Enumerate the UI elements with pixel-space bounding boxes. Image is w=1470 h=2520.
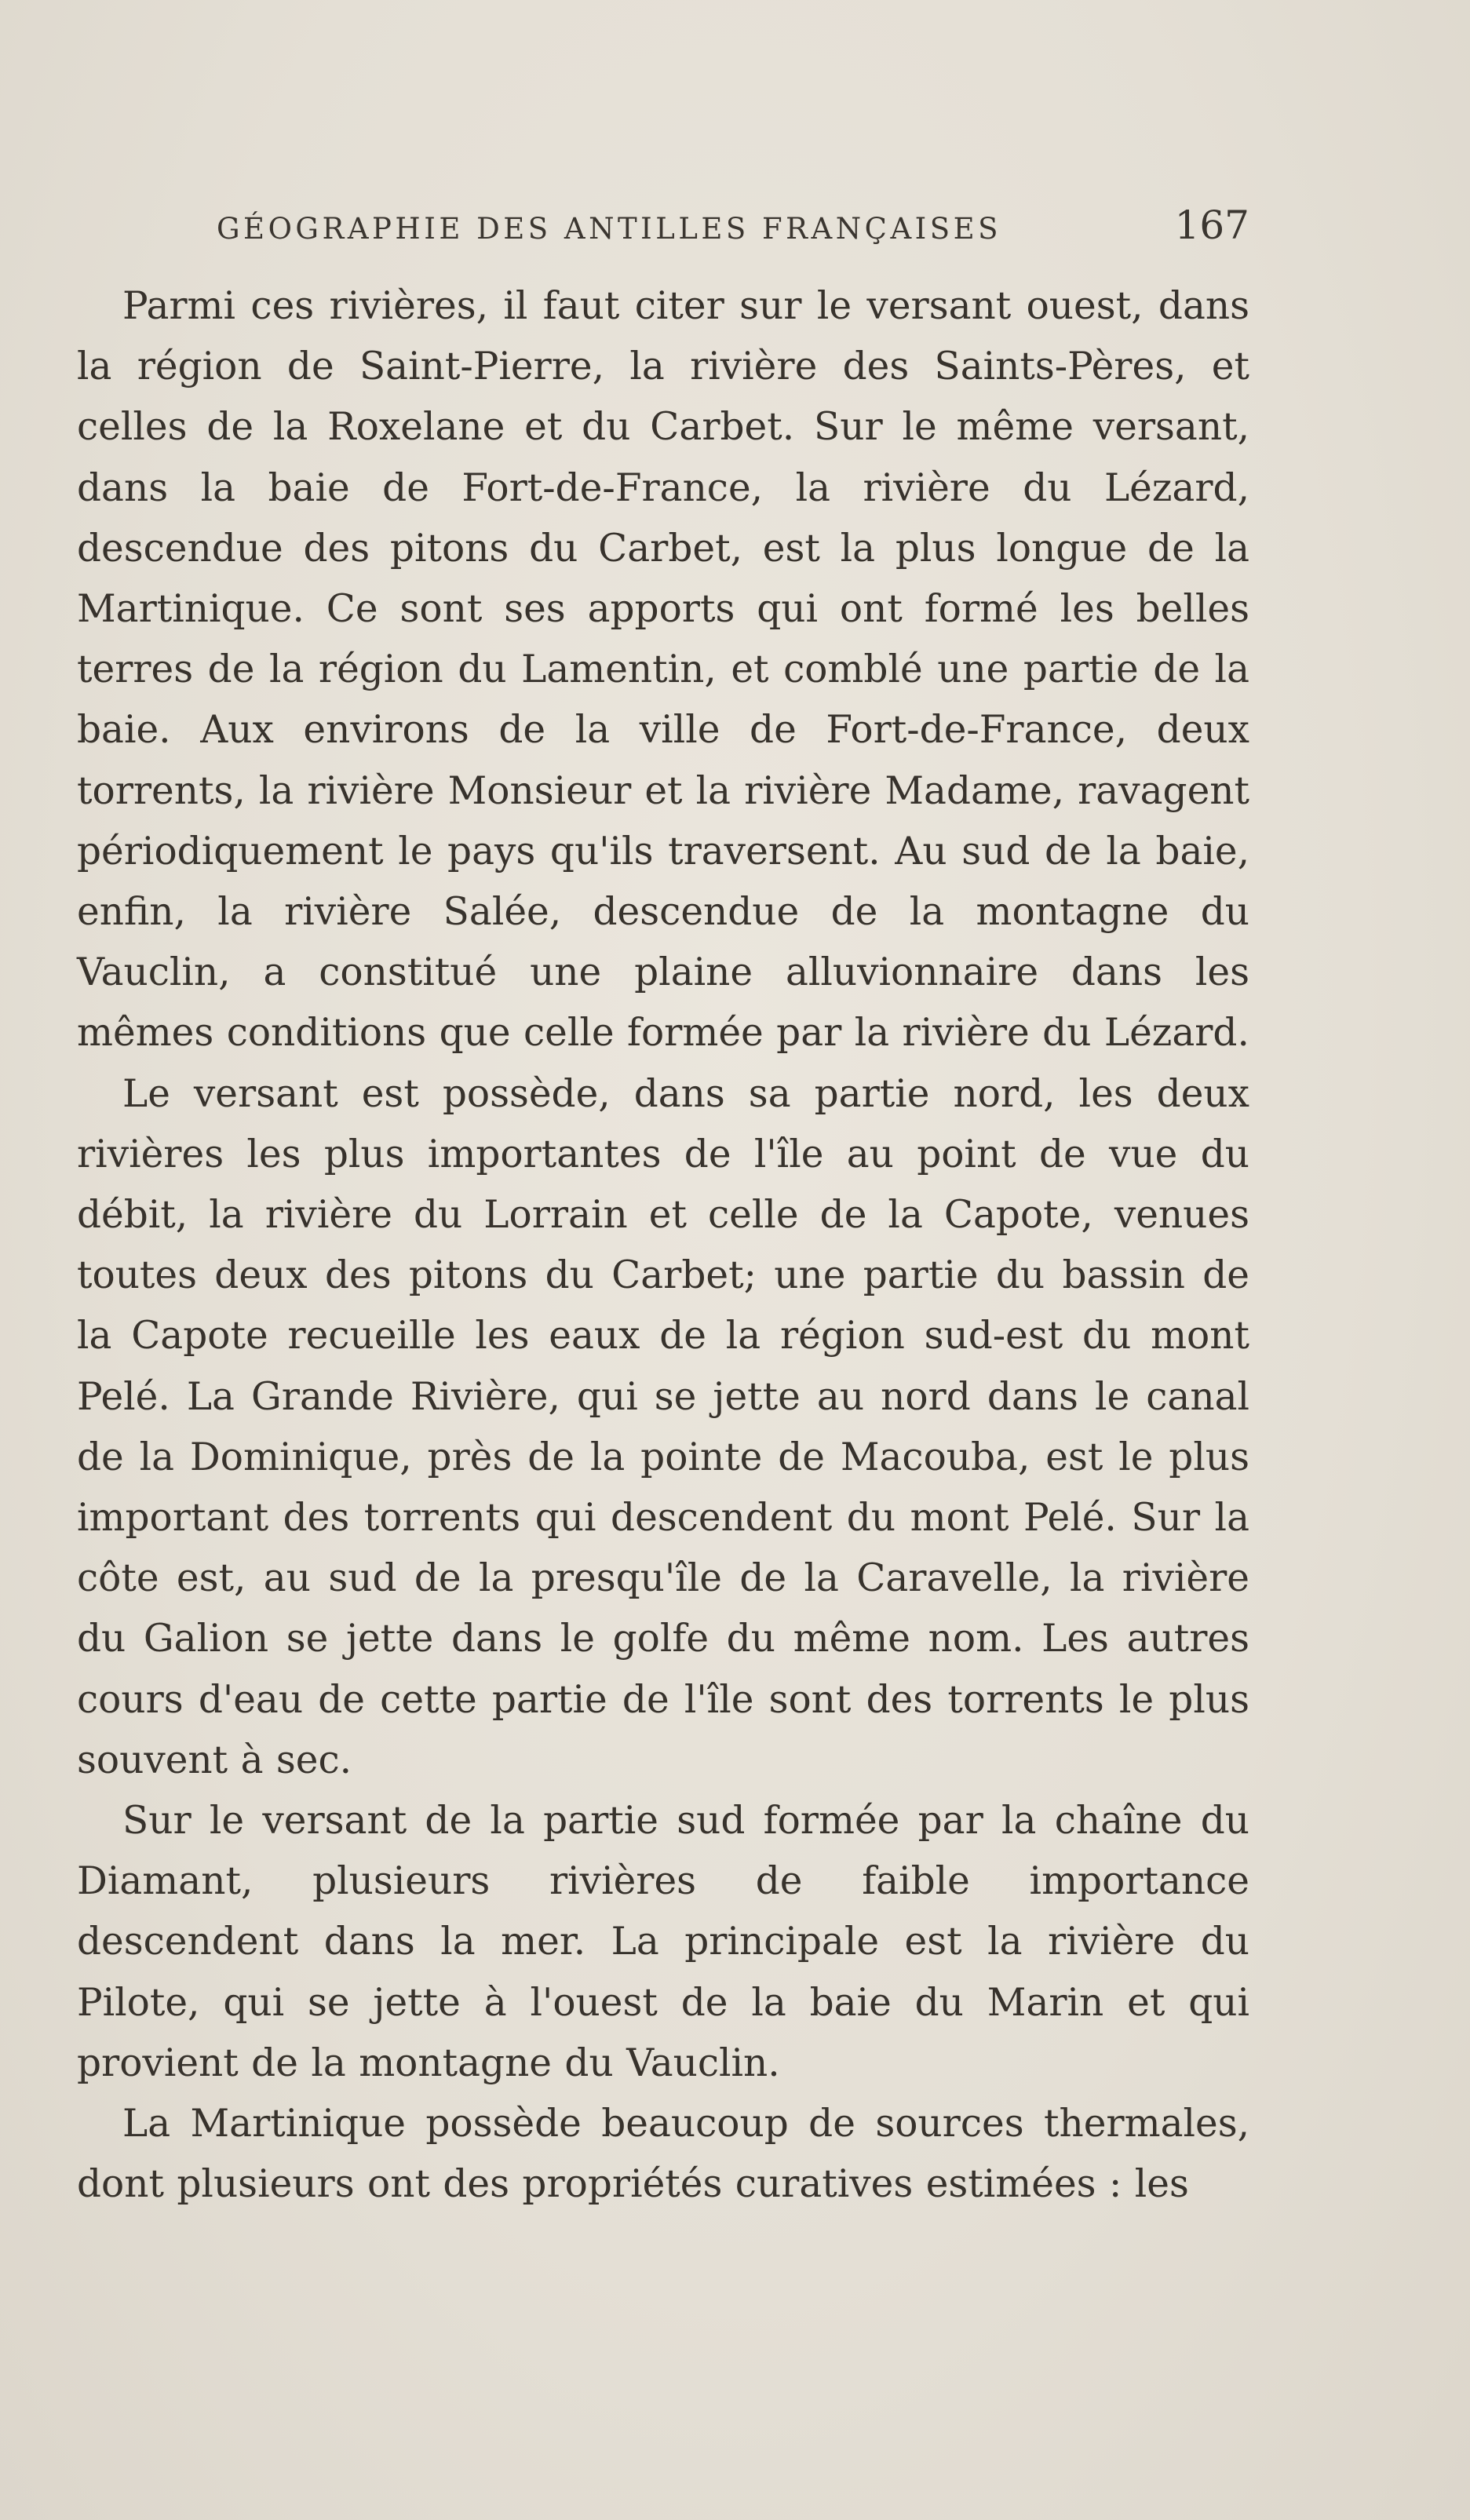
- paragraph-rivers-south: Sur le versant de la partie sud formée par la chaîne du Diamant, plusieurs rivières de faible importance descendent dans la mer. La principale est la rivière du Pilote, qui se jette à l'ouest de la baie du Marin et qui provient de la montagne du Vauclin.: [77, 1799, 1249, 2085]
- running-head: [217, 198, 1249, 261]
- body-text: [77, 276, 1249, 2215]
- paragraph-rivers-east: Le versant est possède, dans sa partie nord, les deux rivières les plus importantes de l'île au point de vue du débit, la rivière du Lorrain et celle de la Capote, venues toutes deux des pitons du Carbet; une partie du bassin de la Capote recueille les eaux de la région sud-est du mont Pelé. La Grande Rivière, qui se jette au nord dans le canal de la Dominique, près de la pointe de Macouba, est le plus important des torrents qui descendent du mont Pelé. Sur la côte est, au sud de la presqu'île de la Caravelle, la rivière du Galion se jette dans le golfe du même nom. Les autres cours d'eau de cette partie de l'île sont des torrents le plus souvent à sec.: [77, 1071, 1249, 1782]
- page-number: 167: [1174, 202, 1249, 248]
- paragraph-rivers-west: Parmi ces rivières, il faut citer sur le versant ouest, dans la région de Saint-Pierre, la rivière des Saints-Pères, et celles de la Roxelane et du Carbet. Sur le même versant, dans la baie de Fort-de-France, la rivière du Lézard, descendue des pitons du Carbet, est la plus longue de la Martinique. Ce sont ses apports qui ont formé les belles terres de la région du Lamentin, et comblé une partie de la baie. Aux environs de la ville de Fort-de-France, deux torrents, la rivière Monsieur et la rivière Madame, ravagent périodiquement le pays qu'ils traversent. Au sud de la baie, enfin, la rivière Salée, descendue de la montagne du Vauclin, a constitué une plaine alluvionnaire dans les mêmes conditions que celle formée par la rivière du Lézard.: [77, 284, 1249, 1056]
- running-head-title: GÉOGRAPHIE DES ANTILLES FRANÇAISES: [217, 212, 1001, 246]
- paragraph-thermal-springs: La Martinique possède beaucoup de sources thermales, dont plusieurs ont des propriétés curatives estimées : les: [77, 2102, 1249, 2207]
